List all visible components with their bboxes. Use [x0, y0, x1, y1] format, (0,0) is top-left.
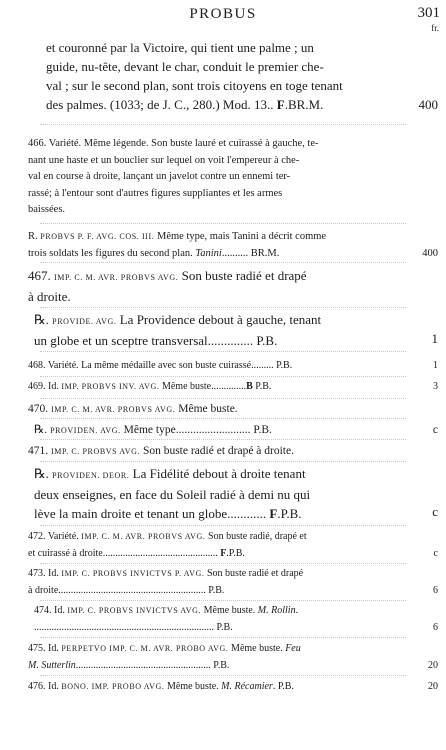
text-segment: Même buste.: [201, 605, 258, 616]
divider: [40, 461, 406, 462]
coin-legend: PROBVS P. F. AVG. COS. III.: [40, 232, 155, 241]
text-segment: val en course à droite, lançant un javelot contre un ennemi ter-: [28, 171, 291, 182]
entry-line: [28, 442, 400, 461]
text-segment: 473. Id.: [28, 568, 62, 579]
entry-line: [28, 229, 400, 246]
text-segment: 475. Id.: [28, 643, 62, 654]
entry-text: [34, 464, 400, 523]
text-segment: 474. Id.: [34, 605, 68, 616]
collection-name: M. Rollin: [257, 605, 296, 616]
entry-line: [28, 246, 400, 263]
entry-line: [28, 545, 400, 562]
text-segment: ℞.: [34, 424, 51, 436]
divider: [40, 563, 406, 564]
text-segment: ℞.: [34, 466, 53, 481]
text-segment: baissées.: [28, 204, 66, 215]
entry-text: [46, 38, 398, 114]
text-segment: Son buste radié et drapé à droite.: [140, 445, 294, 457]
entry-text: [28, 357, 400, 374]
entry-line: [28, 202, 400, 219]
entry-text: [28, 229, 400, 262]
entry-line: [28, 657, 400, 674]
entry-line: [28, 565, 400, 582]
text-segment: Même type.......................... P.B.: [120, 424, 272, 436]
divider: [40, 262, 406, 263]
text-segment: à droite........................................................... P.B.: [28, 585, 225, 596]
text-segment: 469. Id.: [28, 381, 62, 392]
coin-legend: PERPETVO IMP. C. M. AVR. PROBO AVG.: [61, 644, 229, 653]
coin-legend: PROVIDEN. AVG.: [50, 426, 121, 435]
divider: [40, 600, 406, 601]
entry-line: [28, 400, 400, 419]
coin-legend: IMP. C. M. AVR. PROBVS AVG.: [81, 532, 206, 541]
entry-value: c: [432, 424, 438, 436]
text-segment: Même type, mais Tanini a décrit comme: [154, 231, 327, 242]
entry-line: [34, 331, 400, 350]
text-segment: 476. Id.: [28, 681, 62, 692]
entry-value: 1: [433, 360, 438, 371]
entry-text: [28, 640, 400, 674]
entry-value: 20: [428, 660, 438, 671]
text-segment: 467.: [28, 268, 54, 283]
divider: [40, 525, 406, 526]
text-segment: .: [295, 605, 299, 616]
text-segment: 472. Variété.: [28, 531, 82, 542]
coin-legend: PROVIDEN. DEOR.: [52, 471, 130, 480]
entry-value: 6: [433, 585, 438, 596]
divider: [40, 376, 406, 377]
divider: [40, 398, 406, 399]
collection-name: M. Sutterlin: [28, 660, 76, 671]
running-header-title: PROBUS: [189, 6, 257, 22]
entry-value: 400: [418, 97, 438, 112]
text-segment: P.B.: [252, 381, 272, 392]
text-segment: Son buste radié et drapé: [204, 568, 304, 579]
coin-legend: IMP. PROBVS INV. AVG.: [61, 382, 160, 391]
coin-legend: PROVIDE. AVG.: [52, 317, 117, 326]
entry-text: [28, 678, 400, 695]
text-segment: Même buste.: [164, 681, 222, 692]
text-segment: et couronné par la Victoire, qui tient une palme ; un: [46, 40, 314, 55]
entry-text: [28, 528, 400, 562]
text-segment: ℞.: [34, 312, 53, 327]
text-segment: guide, nu-tête, devant le char, conduit le premier che-: [46, 59, 324, 74]
entry-value: c: [433, 548, 438, 559]
entry-line: [28, 640, 400, 657]
entry-value: 1: [431, 331, 438, 346]
entry-line: [28, 266, 400, 287]
text-segment: R.: [28, 231, 41, 242]
entry-line: [28, 169, 400, 186]
entry-line: [34, 619, 400, 636]
entry-line: [34, 602, 400, 619]
entry-line: [46, 57, 398, 76]
divider: [40, 637, 406, 638]
entry-line: [46, 38, 398, 57]
rarity-mark: F: [276, 97, 285, 112]
entry-line: [46, 95, 398, 114]
text-segment: La Fidélité debout à droite tenant: [129, 466, 306, 481]
text-segment: .......... BR.M.: [221, 247, 280, 259]
value-unit-label: fr.: [431, 23, 439, 33]
entry-line: [28, 153, 400, 170]
entry-line: [34, 421, 400, 440]
text-segment: val ; sur le second plan, sont trois citoyens en toge tenant: [46, 78, 343, 93]
coin-legend: IMP. C. PROBVS INVICTVS P. AVG.: [61, 569, 205, 578]
entry-line: [34, 485, 400, 504]
coin-legend: IMP. C. PROBVS INVICTVS AVG.: [67, 606, 202, 615]
entry-line: [28, 528, 400, 545]
entry-line: [28, 357, 400, 374]
text-segment: trois soldats les figures du second plan.: [28, 247, 196, 259]
text-segment: .P.B.: [277, 506, 302, 521]
entry-value: 400: [422, 248, 438, 259]
rarity-mark: B: [246, 381, 253, 392]
text-segment: 468. Variété. La même médaille avec son buste cuirassé......... P.B.: [28, 360, 293, 371]
entry-text: [28, 442, 400, 461]
text-segment: Même buste.: [228, 643, 286, 654]
text-segment: Son buste radié, drapé et: [205, 531, 307, 542]
text-segment: 471.: [28, 445, 51, 457]
entry-line: [28, 186, 400, 203]
text-segment: Même buste.: [175, 403, 238, 415]
rarity-mark: F: [220, 548, 227, 559]
entry-text: [34, 602, 400, 636]
page-number: 301: [417, 5, 440, 21]
entry-line: [28, 287, 400, 306]
coin-legend: IMP. C. PROBVS AVG.: [51, 447, 141, 456]
divider: [40, 223, 406, 224]
divider: [40, 307, 406, 308]
rarity-mark: F: [269, 506, 278, 521]
entry-text: [28, 266, 400, 306]
divider: [40, 418, 406, 419]
entry-value: 3: [433, 381, 438, 392]
entry-value: 6: [433, 622, 438, 633]
entry-value: c: [432, 504, 438, 519]
entry-line: [34, 504, 400, 523]
divider: [40, 675, 406, 676]
text-segment: lève la main droite et tenant un globe............: [34, 506, 270, 521]
text-segment: La Providence debout à gauche, tenant: [116, 312, 322, 327]
entry-line: [28, 582, 400, 599]
text-segment: rassé; à l'entour sont d'autres figures suppliantes et les armes: [28, 187, 283, 199]
entry-text: [28, 400, 400, 419]
entry-text: [28, 136, 400, 219]
text-segment: 466. Variété. Même légende. Son buste lauré et cuirassé à gauche, te-: [28, 138, 319, 149]
text-segment: .P.B.: [226, 548, 245, 559]
text-segment: et cuirassé à droite..............................................: [28, 548, 221, 559]
text-segment: à droite.: [28, 289, 71, 304]
divider: [40, 351, 406, 352]
entry-line: [34, 464, 400, 485]
text-segment: ...................................................... P.B.: [75, 660, 230, 671]
collection-name: Feu: [285, 643, 301, 654]
entry-line: [46, 76, 398, 95]
text-segment: ........................................................................ P.B.: [34, 622, 233, 633]
text-segment: Son buste radié et drapé: [178, 268, 307, 283]
entry-line: [28, 678, 400, 695]
text-segment: deux enseignes, en face du Soleil radié à demi nu qui: [34, 487, 311, 502]
text-segment: nant une haste et un bouclier sur lequel on voit l'empereur à che-: [28, 154, 300, 166]
collection-name: Tanini: [195, 247, 222, 259]
divider: [40, 439, 406, 440]
entry-line: [34, 310, 400, 331]
divider: [40, 124, 406, 125]
text-segment: des palmes. (1033; de J. C., 280.) Mod. 13..: [46, 97, 277, 112]
coin-legend: IMP. C. M. AVR. PROBVS AVG.: [51, 405, 176, 414]
text-segment: .BR.M.: [284, 97, 324, 112]
text-segment: . P.B.: [272, 681, 294, 692]
entry-text: [34, 310, 400, 350]
coin-legend: IMP. C. M. AVR. PROBVS AVG.: [54, 273, 179, 282]
entry-text: [28, 378, 400, 395]
entry-text: [34, 421, 400, 440]
coin-legend: BONO. IMP. PROBO AVG.: [61, 682, 165, 691]
entry-line: [28, 136, 400, 153]
text-segment: un globe et un sceptre transversal.............. P.B.: [34, 333, 278, 348]
text-segment: Même buste..............: [159, 381, 247, 392]
entry-text: [28, 565, 400, 599]
collection-name: M. Récamier: [221, 681, 273, 692]
entry-value: 20: [428, 681, 438, 692]
text-segment: 470.: [28, 403, 51, 415]
entry-line: [28, 378, 400, 395]
